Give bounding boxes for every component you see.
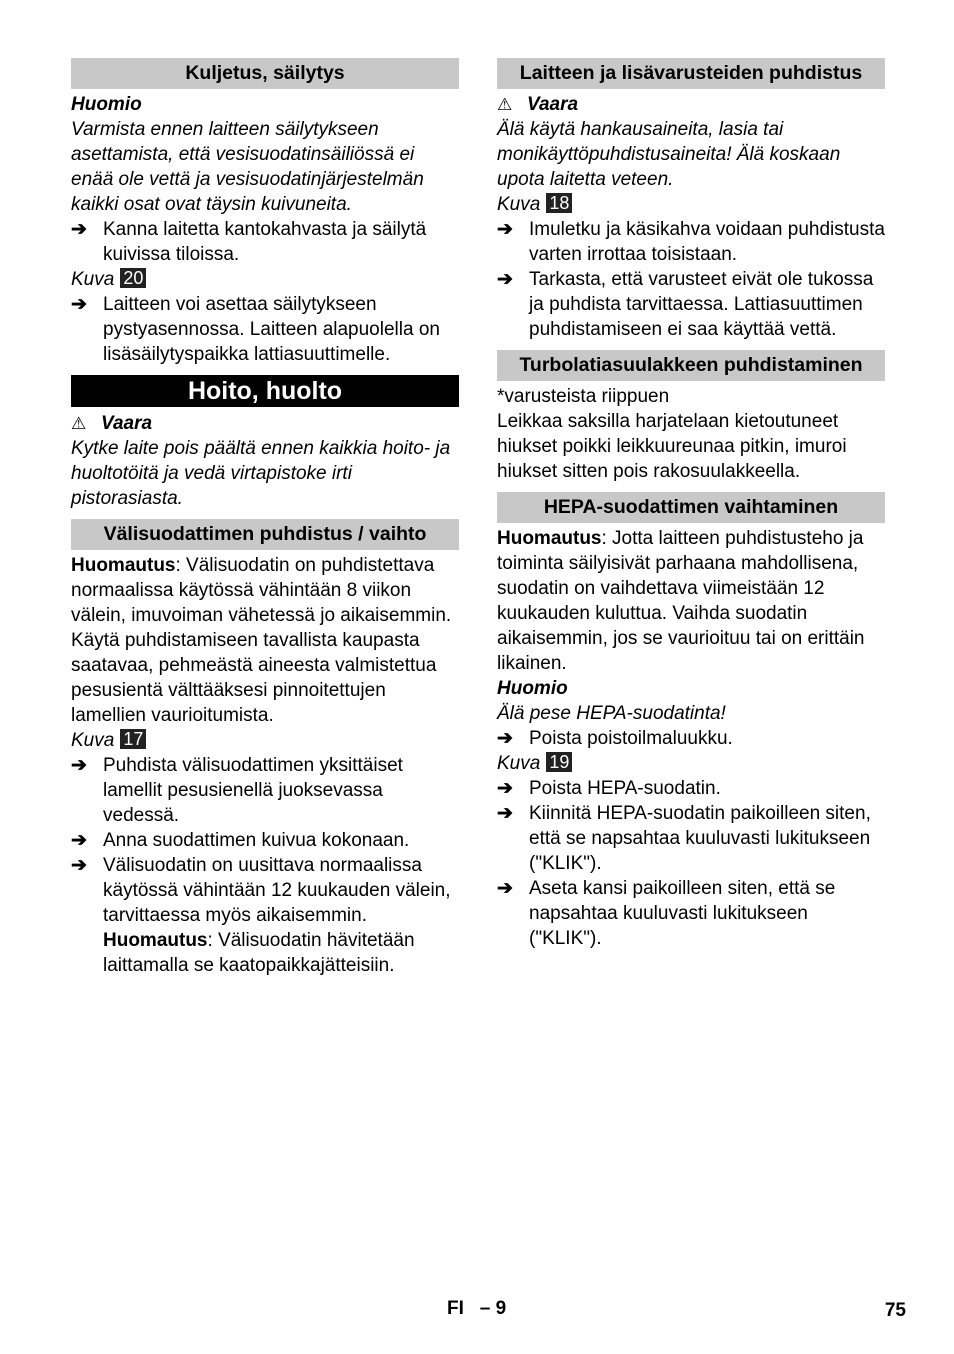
list-item-text: Laitteen voi asettaa säilytykseen pystyasennossa. Laitteen alapuolella on lisäsäilytyspaikka lattiasuuttimelle. xyxy=(103,294,440,365)
figure-number: 20 xyxy=(120,268,146,288)
section-heading-cleaning: Laitteen ja lisävarusteiden puhdistus xyxy=(497,58,885,89)
note-title: Huomio xyxy=(497,678,568,699)
warning-triangle-icon: ⚠ xyxy=(497,95,513,114)
section-heading-transport: Kuljetus, säilytys xyxy=(71,58,459,89)
page-number: 75 xyxy=(884,1300,906,1321)
section-heading-hepa: HEPA-suodattimen vaihtaminen xyxy=(497,492,885,523)
section-heading-filter: Välisuodattimen puhdistus / vaihto xyxy=(71,519,459,550)
figure-number: 17 xyxy=(120,729,146,749)
arrow-right-icon: ➔ xyxy=(497,778,513,799)
arrow-right-icon: ➔ xyxy=(71,855,87,876)
arrow-right-icon: ➔ xyxy=(497,269,513,290)
figure-reference: Kuva 17 xyxy=(71,728,459,753)
list-item-text: Imuletku ja käsikahva voidaan puhdistusta varten irrottaa toisistaan. xyxy=(529,219,885,265)
left-column xyxy=(71,58,459,978)
arrow-right-icon: ➔ xyxy=(71,755,87,776)
list-item xyxy=(497,267,885,342)
right-column xyxy=(497,58,885,951)
figure-number: 19 xyxy=(546,752,572,772)
footer-section-page: – 9 xyxy=(479,1298,507,1319)
arrow-right-icon: ➔ xyxy=(71,830,87,851)
list-item xyxy=(71,217,459,267)
figure-reference: Kuva 20 xyxy=(71,267,459,292)
list-item xyxy=(71,292,459,367)
footer-language: FI xyxy=(447,1298,464,1319)
list-item-text: Poista HEPA-suodatin. xyxy=(529,778,721,799)
paragraph: *varusteista riippuen xyxy=(497,386,670,407)
paragraph: Käytä puhdistamiseen tavallista kaupasta saatavaa, pehmeästä aineesta valmistettua pesusientä välttääksesi pinnoitettujen lamellien vaurioitumista. xyxy=(71,630,437,726)
list-item xyxy=(71,853,459,978)
arrow-right-icon: ➔ xyxy=(497,878,513,899)
section-heading-turbo-nozzle: Turbolatiasuulakkeen puhdistaminen xyxy=(497,350,885,381)
list-item xyxy=(497,776,885,801)
list-item-text: Aseta kansi paikoilleen siten, että se napsahtaa kuuluvasti lukitukseen ("KLIK"). xyxy=(529,878,836,949)
warning-title: ⚠ Vaara xyxy=(71,413,153,434)
list-item-text: Puhdista välisuodattimen yksittäiset lamellit pesusienellä juoksevassa vedessä. xyxy=(103,755,403,826)
list-item xyxy=(497,217,885,267)
list-item-text: Kanna laitetta kantokahvasta ja säilytä kuivissa tiloissa. xyxy=(103,219,427,265)
list-item-text: Poista poistoilmaluukku. xyxy=(529,728,733,749)
arrow-right-icon: ➔ xyxy=(71,294,87,315)
list-item xyxy=(71,753,459,828)
arrow-right-icon: ➔ xyxy=(497,728,513,749)
figure-reference: Kuva 19 xyxy=(497,751,885,776)
list-item xyxy=(497,726,885,751)
list-item xyxy=(71,828,459,853)
remark-text: : Välisuodatin hävitetään laittamalla se kaatopaikkajätteisiin. xyxy=(103,930,415,976)
remark-paragraph: Huomautus: Välisuodatin on puhdistettava normaalissa käytössä vähintään 8 viikon välein, imuvoiman vähetessä jo aikaisemmin. xyxy=(71,555,452,626)
figure-reference: Kuva 18 xyxy=(497,192,885,217)
chapter-heading-maintenance: Hoito, huolto xyxy=(71,375,459,407)
list-item-text: Anna suodattimen kuivua kokonaan. xyxy=(103,830,410,851)
warning-triangle-icon: ⚠ xyxy=(71,414,87,433)
warning-title: ⚠ Vaara xyxy=(497,94,579,115)
warning-text: Älä käytä hankausaineita, lasia tai monikäyttöpuhdistusaineita! Älä koskaan upota laitetta veteen. xyxy=(497,119,841,190)
list-item xyxy=(497,876,885,951)
note-text: Älä pese HEPA-suodatinta! xyxy=(497,703,726,724)
warning-text: Kytke laite pois päältä ennen kaikkia hoito- ja huoltotöitä ja vedä virtapistoke irti pistorasiasta. xyxy=(71,438,451,509)
list-item-text: Kiinnitä HEPA-suodatin paikoilleen siten, että se napsahtaa kuuluvasti lukitukseen ("KLIK"). xyxy=(529,803,871,874)
arrow-right-icon: ➔ xyxy=(497,803,513,824)
arrow-right-icon: ➔ xyxy=(497,219,513,240)
list-item xyxy=(497,801,885,876)
list-item-text: Välisuodatin on uusittava normaalissa käytössä vähintään 12 kuukauden välein, tarvittaessa myös aikaisemmin. xyxy=(103,855,451,926)
remark-label: Huomautus xyxy=(103,930,208,951)
footer-section-label xyxy=(447,1298,506,1320)
note-text: Varmista ennen laitteen säilytykseen asettamista, että vesisuodatinsäiliössä ei enää ole vettä ja vesisuodatinjärjestelmän kaikki osat ovat täysin kuivuneita. xyxy=(71,119,424,215)
figure-number: 18 xyxy=(546,193,572,213)
arrow-right-icon: ➔ xyxy=(71,219,87,240)
list-item-text: Tarkasta, että varusteet eivät ole tukossa ja puhdista tarvittaessa. Lattiasuuttimen puhdistamiseen ei saa käyttää vettä. xyxy=(529,269,874,340)
remark-paragraph: Huomautus: Jotta laitteen puhdistusteho ja toiminta säilyisivät parhaana mahdollisena, suodatin on vaihdettava viimeistään 12 kuukauden kuluttua. Vaihda suodatin aikaisemmin, jos se vaurioituu tai on erittäin likainen. xyxy=(497,528,865,674)
paragraph: Leikkaa saksilla harjatelaan kietoutuneet hiukset poikki leikkuureunaa pitkin, imuroi hiukset sitten pois rakosuulakkeella. xyxy=(497,411,847,482)
note-title: Huomio xyxy=(71,94,142,115)
